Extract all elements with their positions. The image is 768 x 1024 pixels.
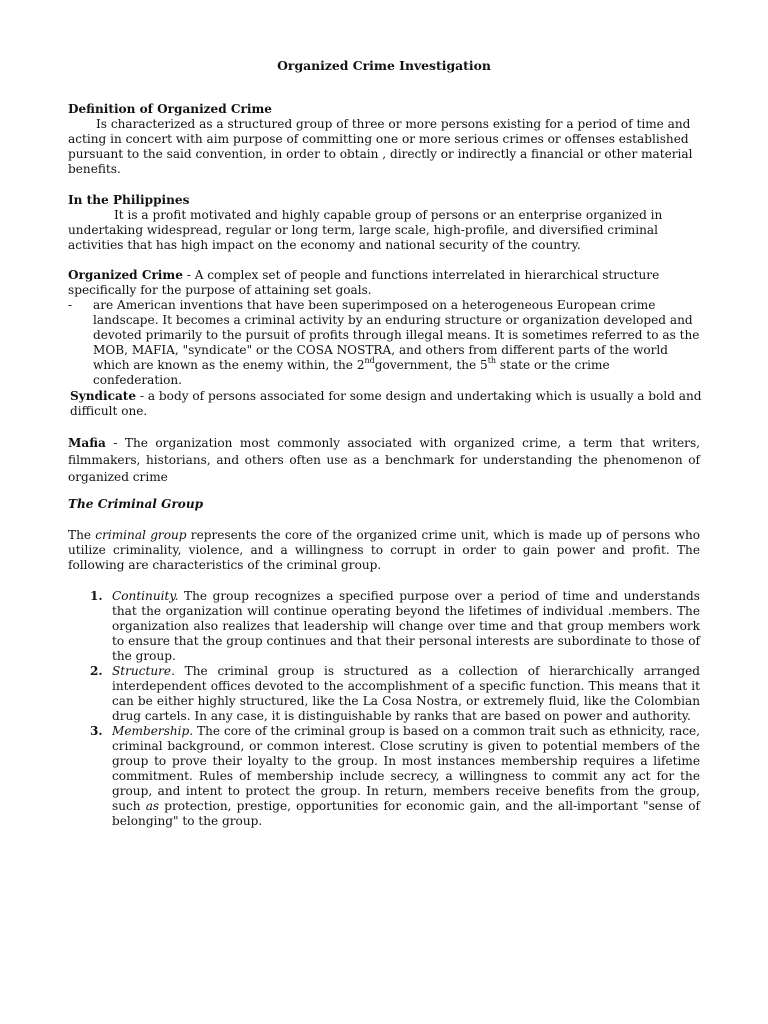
organized-crime-text: A complex set of people and functions interrelated in hierarchical structure specifically for the purpose of attaining set goals.: [68, 268, 660, 297]
list-item-number: 2.: [90, 664, 103, 678]
organized-crime-definition: [68, 268, 700, 298]
bullet-sup-nd: nd: [364, 355, 375, 365]
list-item-continuity: [68, 589, 700, 664]
bullet-text-b: government, the 5: [374, 358, 488, 372]
list-item-emphasis: as: [145, 799, 160, 813]
list-item-text: The group recognizes a specified purpose over a period of time and understands that the organization will continue operating beyond the lifetimes of individual .members. The organization also realizes that leadership will change over time and that group members work to ensure that the group continues and that their personal interests are subordinate to those of the group.: [112, 589, 700, 663]
syndicate-section: [70, 389, 702, 419]
list-item-number: 1.: [90, 589, 103, 603]
philippines-text: It is a profit motivated and highly capable group of persons or an enterprise organized in undertaking widespread, regular or long term, large scale, high-profile, and diversified criminal activities that has high impact on the economy and national security of the country.: [68, 208, 663, 252]
criminal-group-heading-block: [68, 497, 700, 512]
bullet-dash: -: [68, 298, 73, 312]
list-item-term: Continuity.: [112, 589, 179, 603]
criminal-group-intro: [68, 528, 700, 573]
organized-crime-sep: -: [182, 268, 195, 282]
definition-text: Is characterized as a structured group of three or more persons existing for a period of time and acting in concert with aim purpose of committing one or more serious crimes or offenses established pursuant to the said convention, in order to obtain , directly or indirectly a financial or other material benefits.: [68, 117, 693, 176]
mafia-term: Mafia: [68, 436, 106, 450]
philippines-heading: In the Philippines: [68, 193, 190, 207]
list-item-text: The criminal group is structured as a collection of hierarchically arranged interdependent offices devoted to the accomplishment of a specific function. This means that it can be either highly structured, like the La Cosa Nostra, or extremely fluid, like the Colombian drug cartels. In any case, it is distinguishable by ranks that are based on power and authority.: [112, 664, 700, 723]
philippines-section: [68, 193, 700, 253]
page-title: Organized Crime Investigation: [277, 58, 491, 73]
definition-section: [68, 102, 700, 177]
characteristics-list: [68, 589, 700, 829]
organized-crime-section: [68, 268, 700, 388]
organized-crime-term: Organized Crime: [68, 268, 183, 282]
bullet-text-c: state or the crime confederation.: [93, 358, 610, 387]
list-item-term: Structure.: [112, 664, 175, 678]
list-item-text-b: protection, prestige, opportunities for economic gain, and the all-important "sense of belonging" to the group.: [112, 799, 700, 828]
intro-text-b: represents the core of the organized crime unit, which is made up of persons who utilize criminality, violence, and a willingness to corrupt in order to gain power and profit. The following are characteristics of the criminal group.: [68, 528, 701, 572]
list-item-membership: [68, 724, 700, 829]
list-item-structure: [68, 664, 700, 724]
organized-crime-bullet: [68, 298, 700, 388]
syndicate-text: a body of persons associated for some design and undertaking which is usually a bold and difficult one.: [70, 389, 702, 418]
list-item-term: Membership.: [112, 724, 194, 738]
mafia-section: [68, 435, 700, 486]
intro-text-a: The: [68, 528, 96, 542]
characteristics-list-block: [68, 589, 700, 829]
criminal-group-heading: The Criminal Group: [68, 497, 204, 511]
definition-heading: Definition of Organized Crime: [68, 102, 272, 116]
bullet-sup-th: th: [487, 355, 497, 365]
list-item-text-a: The core of the criminal group is based on a common trait such as ethnicity, race, criminal background, or common interest. Close scrutiny is given to potential members of the group to prove their loyalty to the group. In most instances membership requires a lifetime commitment. Rules of membership include secrecy, a willingness to commit any act for the group, and intent to protect the group. In return, members receive benefits from the group, such: [112, 724, 700, 813]
mafia-sep: -: [105, 436, 125, 450]
mafia-text: The organization most commonly associated with organized crime, a term that writers, filmmakers, historians, and others often use as a benchmark for understanding the phenomenon of organized crime: [68, 436, 701, 484]
list-item-number: 3.: [90, 724, 103, 738]
syndicate-sep: -: [136, 389, 148, 403]
intro-emphasis: criminal group: [95, 528, 187, 542]
syndicate-term: Syndicate: [70, 389, 137, 403]
bullet-text-a: are American inventions that have been superimposed on a heterogeneous European crime landscape. It becomes a criminal activity by an enduring structure or organization developed and devoted primarily to the pursuit of profits through illegal means. It is sometimes referred to as the MOB, MAFIA, "syndicate" or the COSA NOSTRA, and others from different parts of the world which are known as the enemy within, the 2: [93, 298, 700, 372]
